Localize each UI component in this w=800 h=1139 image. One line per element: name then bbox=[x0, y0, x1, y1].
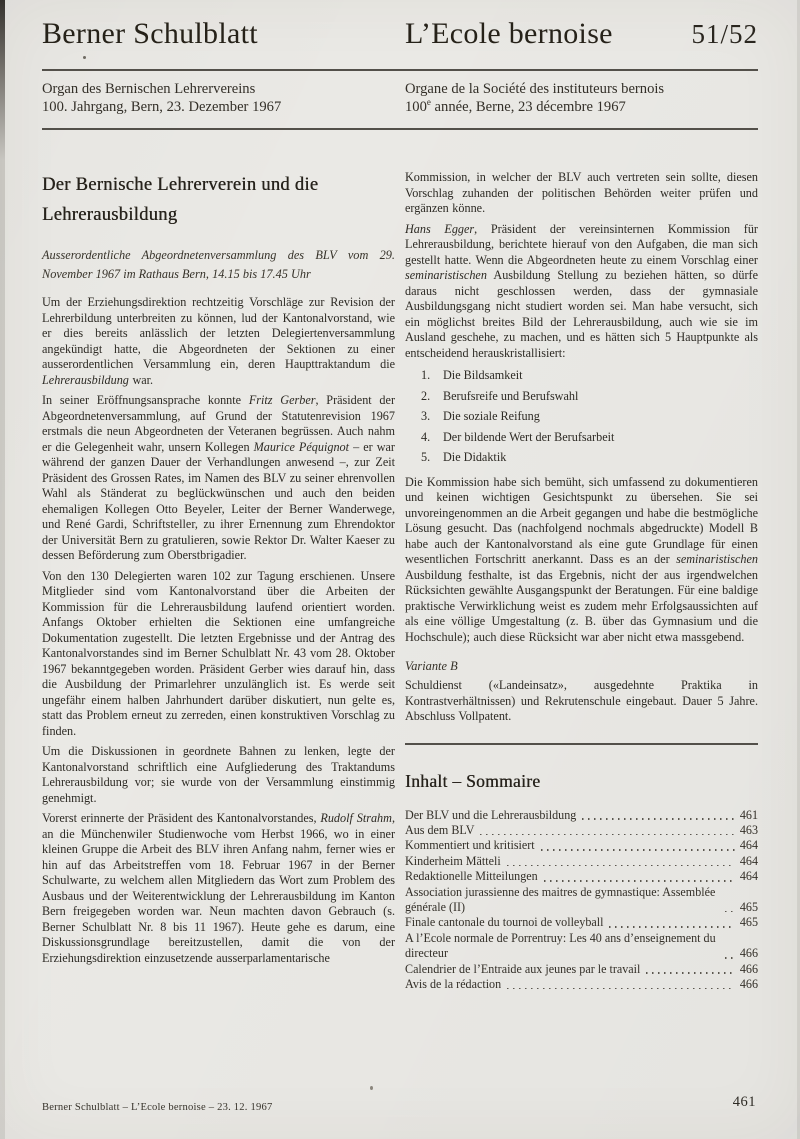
paragraph: Um die Diskussionen in geordnete Bahnen zu lenken, legte der Kantonalvorstand schriftlich eine Aufgliederung des Traktandums Lehrerausbildung vor; sie wurde von der Versammlung einstimmig genehmigt. bbox=[42, 744, 395, 805]
subtitle-german bbox=[42, 80, 405, 121]
left-column bbox=[42, 170, 395, 992]
masthead bbox=[42, 0, 758, 54]
toc-entry-page: 464 bbox=[739, 853, 758, 868]
variante-b-heading: Variante B bbox=[405, 659, 458, 673]
subtitle-french-line2: 100e année, Berne, 23 décembre 1967 bbox=[405, 97, 626, 115]
toc-dotted-leader bbox=[541, 849, 735, 851]
toc-entry-label: A l’Ecole normale de Porrentruy: Les 40 ans d’enseignement du directeur bbox=[405, 930, 716, 961]
masthead-rule-bottom bbox=[42, 128, 758, 130]
list-item bbox=[421, 409, 758, 425]
toc-dotted-leader bbox=[544, 880, 735, 882]
masthead-subtitles bbox=[42, 71, 758, 121]
toc-dotted-leader bbox=[582, 818, 735, 820]
toc-entry-label: Kinderheim Mätteli bbox=[405, 853, 501, 868]
right-column bbox=[405, 170, 758, 992]
list-item-number: 4. bbox=[421, 429, 431, 444]
toc-entry-label: Kommentiert und kritisiert bbox=[405, 838, 535, 853]
toc-entry-page: 465 bbox=[739, 915, 758, 930]
toc-dotted-leader bbox=[480, 834, 734, 836]
toc-entry bbox=[405, 962, 758, 977]
toc-entry-page: 466 bbox=[739, 961, 758, 976]
paragraph: Die Kommission habe sich bemüht, sich umfassend zu dokumentieren und keinen wichtigen Gesichtspunkt zu übersehen. Sie sei unvoreingenommen an die Arbeit gegangen und habe die bestmögliche Lösung gesucht. Das (nachfolgend nochmals abgedruckte) Modell B habe auch der Kantonalvorstand als eine gute Grundlage für einen wesentlichen Fortschritt anerkannt. Dass es an der seminaristischen Ausbildung festhalte, ist das Ergebnis, nicht der aus irgendwelchen Rücksichten gewählte Ausgangspunkt der Beratungen. Für eine baldige praktische Verwirklichung weist es zudem mehr Erfolgsaussichten auf als eine völlige Umgestaltung (z. B. über das Gymnasium und die Hochschule); auch diese Rücksicht war aber nicht etwa massgebend. bbox=[405, 474, 758, 644]
toc-entry bbox=[405, 885, 758, 916]
journal-title-french: L’Ecole bernoise bbox=[405, 17, 613, 50]
toc-entry-page: 466 bbox=[739, 976, 758, 991]
toc-entry-label: Aus dem BLV bbox=[405, 822, 475, 837]
scan-artifact-dot bbox=[370, 1086, 373, 1090]
journal-title-german: Berner Schulblatt bbox=[42, 17, 258, 50]
toc-entry-page: 465 bbox=[739, 899, 758, 914]
toc-entry-label: Avis de la rédaction bbox=[405, 976, 502, 991]
section-divider-rule bbox=[405, 743, 758, 745]
list-item-label: Berufsreife und Berufswahl bbox=[443, 388, 579, 403]
toc-entry bbox=[405, 915, 758, 930]
toc-entry bbox=[405, 838, 758, 853]
subtitle-french bbox=[405, 80, 758, 121]
toc-entry bbox=[405, 869, 758, 884]
toc-entry-page: 466 bbox=[739, 946, 758, 961]
paragraph: Vorerst erinnerte der Präsident des Kantonalvorstandes, Rudolf Strahm, an die Münchenwiler Studienwoche vom Herbst 1966, wo in einer kleinen Gruppe die Arbeit des BLV ihren Anfang nahm, ferner wies er hin auf das Arbeitstreffen vom 18. Februar 1967 in der Berner Schulwarte, zu welchem allen Mitgliedern das Wort zum Problem des Ausbaus und der Weiterentwicklung der Lehrerausbildung im Kanton Bern freigegeben worden war. Neun machten davon Gebrauch (s. Berner Schulblatt Nr. 8 bis 11 1967). Heute gehe es darum, eine Diskussionsgrundlage bereitzustellen, damit die von der Erziehungsdirektion einzusetzende ausserparlamentarische bbox=[42, 811, 395, 965]
list-item bbox=[421, 389, 758, 405]
paragraph: In seiner Eröffnungsansprache konnte Fritz Gerber, Präsident der Abgeordnetenversammlung, auf Grund der Statutenrevision 1967 erstmals die neun Abgeordneten der Veteranen begrüssen. Auch nahm er die Gelegenheit wahr, unsern Kollegen Maurice Péquignot – er war während der ganzen Dauer der Verhandlungen anwesend –, zur Zeit Präsident des Grossen Rates, im Namen des BLV zu seiner ehrenvollen Wahl als Ständerat zu beglückwünschen und auch den beiden ehemaligen Kollegen Otto Beyeler, Leiter der Berner Wanderwege, und René Gardi, Schriftsteller, zu ihrer Ernennung zum Ehrendoktor der Universität Bern zu gratulieren, sowie Rektor Dr. Walter Kaeser zu dessen Beförderung zum Oberstbrigadier. bbox=[42, 393, 395, 562]
toc-entry bbox=[405, 808, 758, 823]
page-number: 461 bbox=[732, 1094, 756, 1110]
article-lead: Ausserordentliche Abgeordnetenversammlung des BLV vom 29. November 1967 im Rathaus Bern, 14.15 bis 17.45 Uhr bbox=[42, 248, 395, 281]
toc-entry bbox=[405, 977, 758, 992]
list-item-label: Die Bildsamkeit bbox=[443, 368, 523, 382]
paragraph: Kommission, in welcher der BLV auch vertreten sein sollte, diesen Vorschlag zuhanden der politischen Behörden weiter prüfen und ergänzen könne. bbox=[405, 170, 758, 215]
toc-entry bbox=[405, 931, 758, 962]
paragraph: Hans Egger, Präsident der vereinsinternen Kommission für Lehrerausbildung, berichtete hierauf von den Aufgaben, die man sich gestellt hatte. Wenn die Abgeordneten heute zu einem Vorschlag einer seminaristischen Ausbildung Stellung zu beziehen hätten, so dürfe daraus nicht geschlossen werden, dass der gymnasiale Ausbildungsgang nicht studiert worden sei. Man habe versucht, sich ein möglichst breites Bild der Lehrerausbildung, auch wie sie im Ausland geschehe, zu machen, und es hätten sich 5 Hauptpunkte als entscheidend herauskristallisiert: bbox=[405, 221, 758, 360]
issue-number: 51/52 bbox=[691, 19, 758, 49]
subtitle-german-line1: Organ des Bernischen Lehrervereins bbox=[42, 81, 256, 97]
paragraph: Von den 130 Delegierten waren 102 zur Tagung erschienen. Unsere Mitglieder sind vom Kantonalvorstand über die Arbeiten der Kommission für die Lehrerausbildung laufend orientiert worden. Anfangs Oktober erhielten die Sektionen eine umfangreiche Dokumentation zugestellt. Die letzten Ergebnisse und der Antrag des Kantonalvorstandes sind im Berner Schulblatt Nr. 43 vom 28. Oktober 1967 bekanntgegeben worden. Präsident Gerber wies darauf hin, dass die Ausbildung der Primarlehrer unzulänglich ist. Es werde seit ungefähr einem halben Jahrhundert darüber diskutiert, nun gelte es, statt das Problem erneut zu zerreden, einen konstruktiven Vorschlag zu finden. bbox=[42, 568, 395, 738]
article-title: Der Bernische Lehrerverein und die Lehrerausbildung bbox=[42, 175, 319, 225]
toc-dotted-leader bbox=[609, 926, 734, 928]
list-item-number: 5. bbox=[421, 450, 431, 464]
toc-entry-label: Finale cantonale du tournoi de volleyball bbox=[405, 915, 604, 930]
list-item bbox=[421, 450, 758, 466]
toc-entry-label: Redaktionelle Mitteilungen bbox=[405, 869, 538, 884]
toc-entry-page: 461 bbox=[739, 807, 758, 822]
list-item-number: 1. bbox=[421, 368, 431, 382]
subtitle-german-line2: 100. Jahrgang, Bern, 23. Dezember 1967 bbox=[42, 99, 282, 115]
toc-entry-page: 464 bbox=[739, 838, 758, 853]
paragraph: Um der Erziehungsdirektion rechtzeitig Vorschläge zur Revision der Lehrerbildung unterbreiten zu können, lud der Kantonalvorstand, wie er dies bereits anlässlich der letzten Delegiertenversammlung angekündigt hatte, die Abgeordneten der Sektionen zu einer ausserordentlichen Versammlung ein, deren Haupttraktandum die Lehrerausbildung war. bbox=[42, 295, 395, 387]
toc-dotted-leader bbox=[507, 865, 735, 867]
toc-entry-label: Association jurassienne des maitres de gymnastique: Assemblée générale (II) bbox=[405, 884, 716, 914]
toc-entry-label: Der BLV und die Lehrerausbildung bbox=[405, 807, 577, 822]
list-item-number: 3. bbox=[421, 409, 431, 423]
subtitle-french-line1: Organe de la Société des instituteurs bernois bbox=[405, 81, 665, 97]
toc-entry-page: 464 bbox=[739, 869, 758, 884]
toc-dotted-leader bbox=[507, 988, 735, 990]
toc-dotted-leader bbox=[725, 911, 735, 913]
scan-edge-shadow bbox=[0, 0, 5, 1139]
list-item bbox=[421, 368, 758, 384]
toc-heading: Inhalt – Sommaire bbox=[405, 770, 541, 791]
list-item-number: 2. bbox=[421, 388, 431, 403]
list-item bbox=[421, 430, 758, 446]
paragraph: Schuldienst («Landeinsatz», ausgedehnte Praktika in Kontrastverhältnissen) und Rekrutenschule eingebaut. Dauer 5 Jahre. Abschluss Vollpatent. bbox=[405, 678, 758, 723]
toc-entry bbox=[405, 854, 758, 869]
list-item-label: Die Didaktik bbox=[443, 450, 507, 464]
list-item-label: Der bildende Wert der Berufsarbeit bbox=[443, 429, 615, 444]
list-item-label: Die soziale Reifung bbox=[443, 409, 540, 423]
toc-entry-label: Calendrier de l’Entraide aux jeunes par le travail bbox=[405, 961, 641, 976]
numbered-list bbox=[405, 368, 758, 466]
toc-entry bbox=[405, 823, 758, 838]
toc-entry-page: 463 bbox=[739, 822, 758, 837]
toc-dotted-leader bbox=[646, 972, 734, 974]
table-of-contents bbox=[405, 808, 758, 993]
toc-dotted-leader bbox=[725, 957, 735, 959]
footer-imprint: Berner Schulblatt – L’Ecole bernoise – 23. 12. 1967 bbox=[42, 1102, 273, 1113]
